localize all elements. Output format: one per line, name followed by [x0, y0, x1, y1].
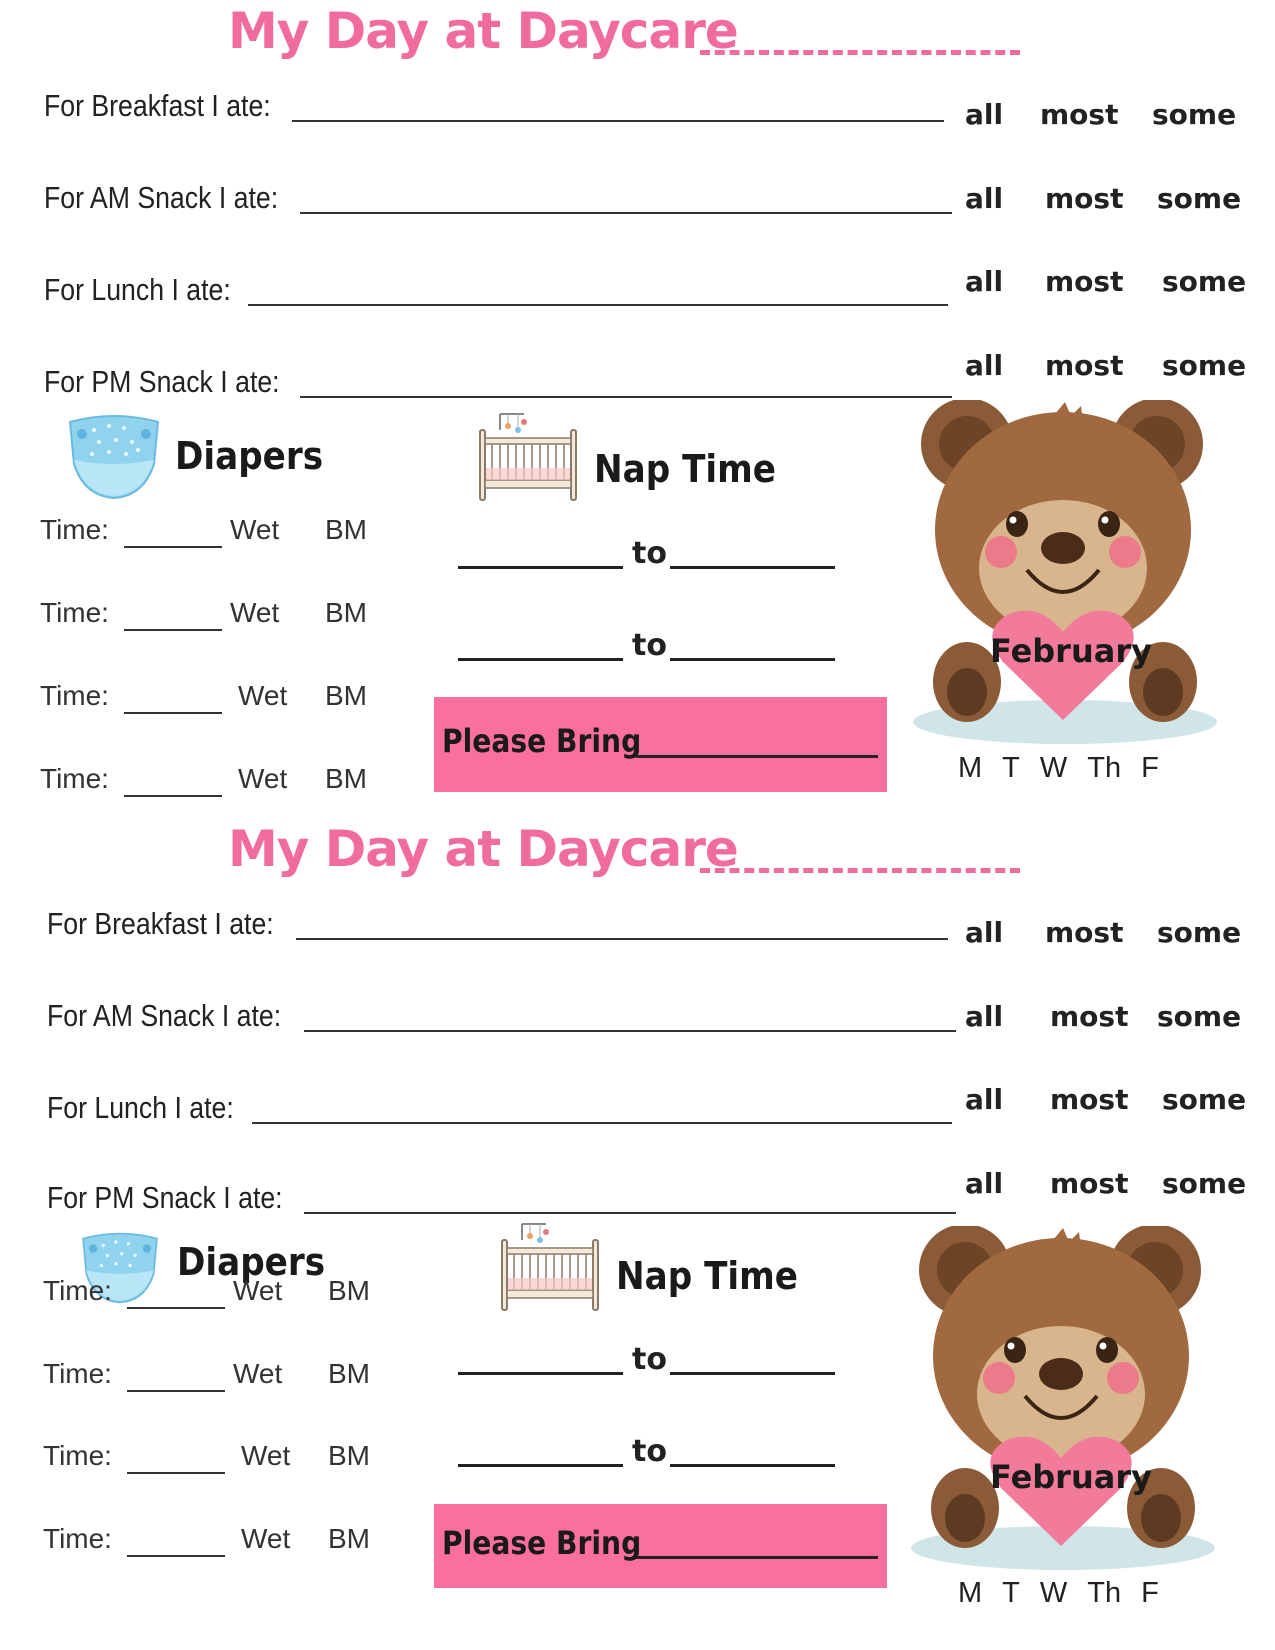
diaper-wet[interactable]: Wet	[241, 1440, 291, 1471]
amount-all[interactable]: all	[965, 1083, 1004, 1116]
meal-breakfast-label: For Breakfast I ate:	[47, 906, 274, 941]
nap-time-heading: Nap Time	[616, 1254, 798, 1298]
meal-breakfast-line[interactable]	[296, 938, 948, 940]
crib-icon	[476, 408, 580, 504]
amount-all[interactable]: all	[965, 98, 1004, 131]
meal-lunch-line[interactable]	[248, 304, 948, 306]
diaper-time-label: Time:	[40, 514, 109, 545]
nap-start-line[interactable]	[458, 1372, 623, 1375]
weekday-row	[958, 1577, 1179, 1610]
diaper-time-line[interactable]	[127, 1307, 225, 1309]
nap-end-line[interactable]	[670, 1464, 835, 1467]
nap-to: to	[632, 1434, 667, 1469]
please-bring-line[interactable]	[636, 1556, 878, 1559]
weekday[interactable]: T	[1002, 752, 1020, 784]
amount-some[interactable]: some	[1162, 265, 1247, 298]
amount-all[interactable]: all	[965, 916, 1004, 949]
diaper-time-label: Time:	[40, 763, 109, 794]
meal-breakfast-line[interactable]	[292, 120, 944, 122]
nap-to: to	[632, 1342, 667, 1377]
diaper-time-line[interactable]	[124, 546, 222, 548]
diaper-time-label: Time:	[43, 1275, 112, 1306]
meal-lunch-line[interactable]	[252, 1122, 952, 1124]
amount-some[interactable]: some	[1157, 1000, 1242, 1033]
meal-pm-snack-label: For PM Snack I ate:	[47, 1180, 283, 1215]
weekday[interactable]: W	[1039, 752, 1068, 784]
crib-icon	[498, 1218, 602, 1314]
nap-time-heading: Nap Time	[594, 447, 776, 491]
amount-most[interactable]: most	[1045, 916, 1124, 949]
amount-some[interactable]: some	[1157, 182, 1242, 215]
month-label: February	[990, 632, 1152, 670]
nap-start-line[interactable]	[458, 658, 623, 661]
please-bring-line[interactable]	[636, 755, 878, 758]
diaper-time-label: Time:	[40, 597, 109, 628]
amount-all[interactable]: all	[965, 349, 1004, 382]
amount-some[interactable]: some	[1157, 916, 1242, 949]
diaper-wet[interactable]: Wet	[241, 1523, 291, 1554]
diapers-heading: Diapers	[177, 1240, 326, 1284]
sheet-title: My Day at Daycare	[228, 2, 738, 60]
diaper-bm[interactable]: BM	[325, 514, 367, 545]
amount-all[interactable]: all	[965, 182, 1004, 215]
diaper-time-line[interactable]	[124, 795, 222, 797]
sheet-title: My Day at Daycare	[228, 820, 738, 878]
diaper-bm[interactable]: BM	[328, 1440, 370, 1471]
diaper-wet[interactable]: Wet	[238, 763, 288, 794]
diaper-icon	[64, 412, 164, 502]
amount-some[interactable]: some	[1162, 1083, 1247, 1116]
diaper-time-line[interactable]	[127, 1555, 225, 1557]
meal-am-snack-line[interactable]	[300, 212, 952, 214]
amount-most[interactable]: most	[1045, 265, 1124, 298]
amount-most[interactable]: most	[1050, 1167, 1129, 1200]
weekday[interactable]: M	[958, 752, 983, 784]
title-blank-line	[700, 50, 1020, 55]
amount-most[interactable]: most	[1050, 1083, 1129, 1116]
diaper-wet[interactable]: Wet	[230, 514, 280, 545]
diaper-bm[interactable]: BM	[325, 597, 367, 628]
amount-all[interactable]: all	[965, 1000, 1004, 1033]
diaper-wet[interactable]: Wet	[233, 1275, 283, 1306]
amount-most[interactable]: most	[1045, 182, 1124, 215]
diaper-bm[interactable]: BM	[328, 1358, 370, 1389]
meal-lunch-label: For Lunch I ate:	[47, 1090, 234, 1125]
diaper-wet[interactable]: Wet	[233, 1358, 283, 1389]
amount-some[interactable]: some	[1152, 98, 1237, 131]
weekday[interactable]: Th	[1087, 752, 1122, 784]
weekday[interactable]: F	[1141, 1577, 1159, 1609]
nap-start-line[interactable]	[458, 1464, 623, 1467]
diaper-wet[interactable]: Wet	[230, 597, 280, 628]
title-blank-line	[700, 868, 1020, 873]
teddy-bear-icon	[905, 400, 1225, 750]
nap-start-line[interactable]	[458, 566, 623, 569]
teddy-bear-icon	[903, 1226, 1223, 1576]
diaper-time-line[interactable]	[124, 629, 222, 631]
meal-pm-snack-label: For PM Snack I ate:	[44, 364, 280, 399]
diaper-wet[interactable]: Wet	[238, 680, 288, 711]
diaper-bm[interactable]: BM	[328, 1523, 370, 1554]
diaper-time-label: Time:	[43, 1523, 112, 1554]
amount-all[interactable]: all	[965, 265, 1004, 298]
diaper-bm[interactable]: BM	[325, 763, 367, 794]
weekday[interactable]: W	[1039, 1577, 1068, 1609]
meal-am-snack-label: For AM Snack I ate:	[44, 180, 279, 215]
amount-most[interactable]: most	[1045, 349, 1124, 382]
meal-lunch-label: For Lunch I ate:	[44, 272, 231, 307]
nap-end-line[interactable]	[670, 658, 835, 661]
diaper-time-label: Time:	[43, 1358, 112, 1389]
amount-most[interactable]: most	[1050, 1000, 1129, 1033]
amount-most[interactable]: most	[1040, 98, 1119, 131]
nap-to: to	[632, 536, 667, 571]
meal-am-snack-line[interactable]	[304, 1030, 956, 1032]
diapers-heading: Diapers	[175, 434, 324, 478]
meal-am-snack-label: For AM Snack I ate:	[47, 998, 282, 1033]
nap-to: to	[632, 628, 667, 663]
diaper-time-line[interactable]	[124, 712, 222, 714]
please-bring-label: Please Bring	[442, 722, 642, 760]
amount-some[interactable]: some	[1162, 1167, 1247, 1200]
month-label: February	[990, 1458, 1152, 1496]
weekday[interactable]: M	[958, 1577, 983, 1609]
diaper-bm[interactable]: BM	[325, 680, 367, 711]
daycare-sheet-2	[0, 818, 1275, 1643]
weekday-row	[958, 752, 1179, 785]
diaper-time-label: Time:	[43, 1440, 112, 1471]
weekday[interactable]: T	[1002, 1577, 1020, 1609]
diaper-time-line[interactable]	[127, 1390, 225, 1392]
amount-all[interactable]: all	[965, 1167, 1004, 1200]
weekday[interactable]: Th	[1087, 1577, 1122, 1609]
diaper-time-line[interactable]	[127, 1472, 225, 1474]
meal-breakfast-label: For Breakfast I ate:	[44, 88, 271, 123]
nap-end-line[interactable]	[670, 566, 835, 569]
amount-some[interactable]: some	[1162, 349, 1247, 382]
nap-end-line[interactable]	[670, 1372, 835, 1375]
meal-pm-snack-line[interactable]	[300, 396, 952, 398]
meal-pm-snack-line[interactable]	[304, 1212, 956, 1214]
diaper-bm[interactable]: BM	[328, 1275, 370, 1306]
weekday[interactable]: F	[1141, 752, 1159, 784]
please-bring-label: Please Bring	[442, 1524, 642, 1562]
diaper-time-label: Time:	[40, 680, 109, 711]
